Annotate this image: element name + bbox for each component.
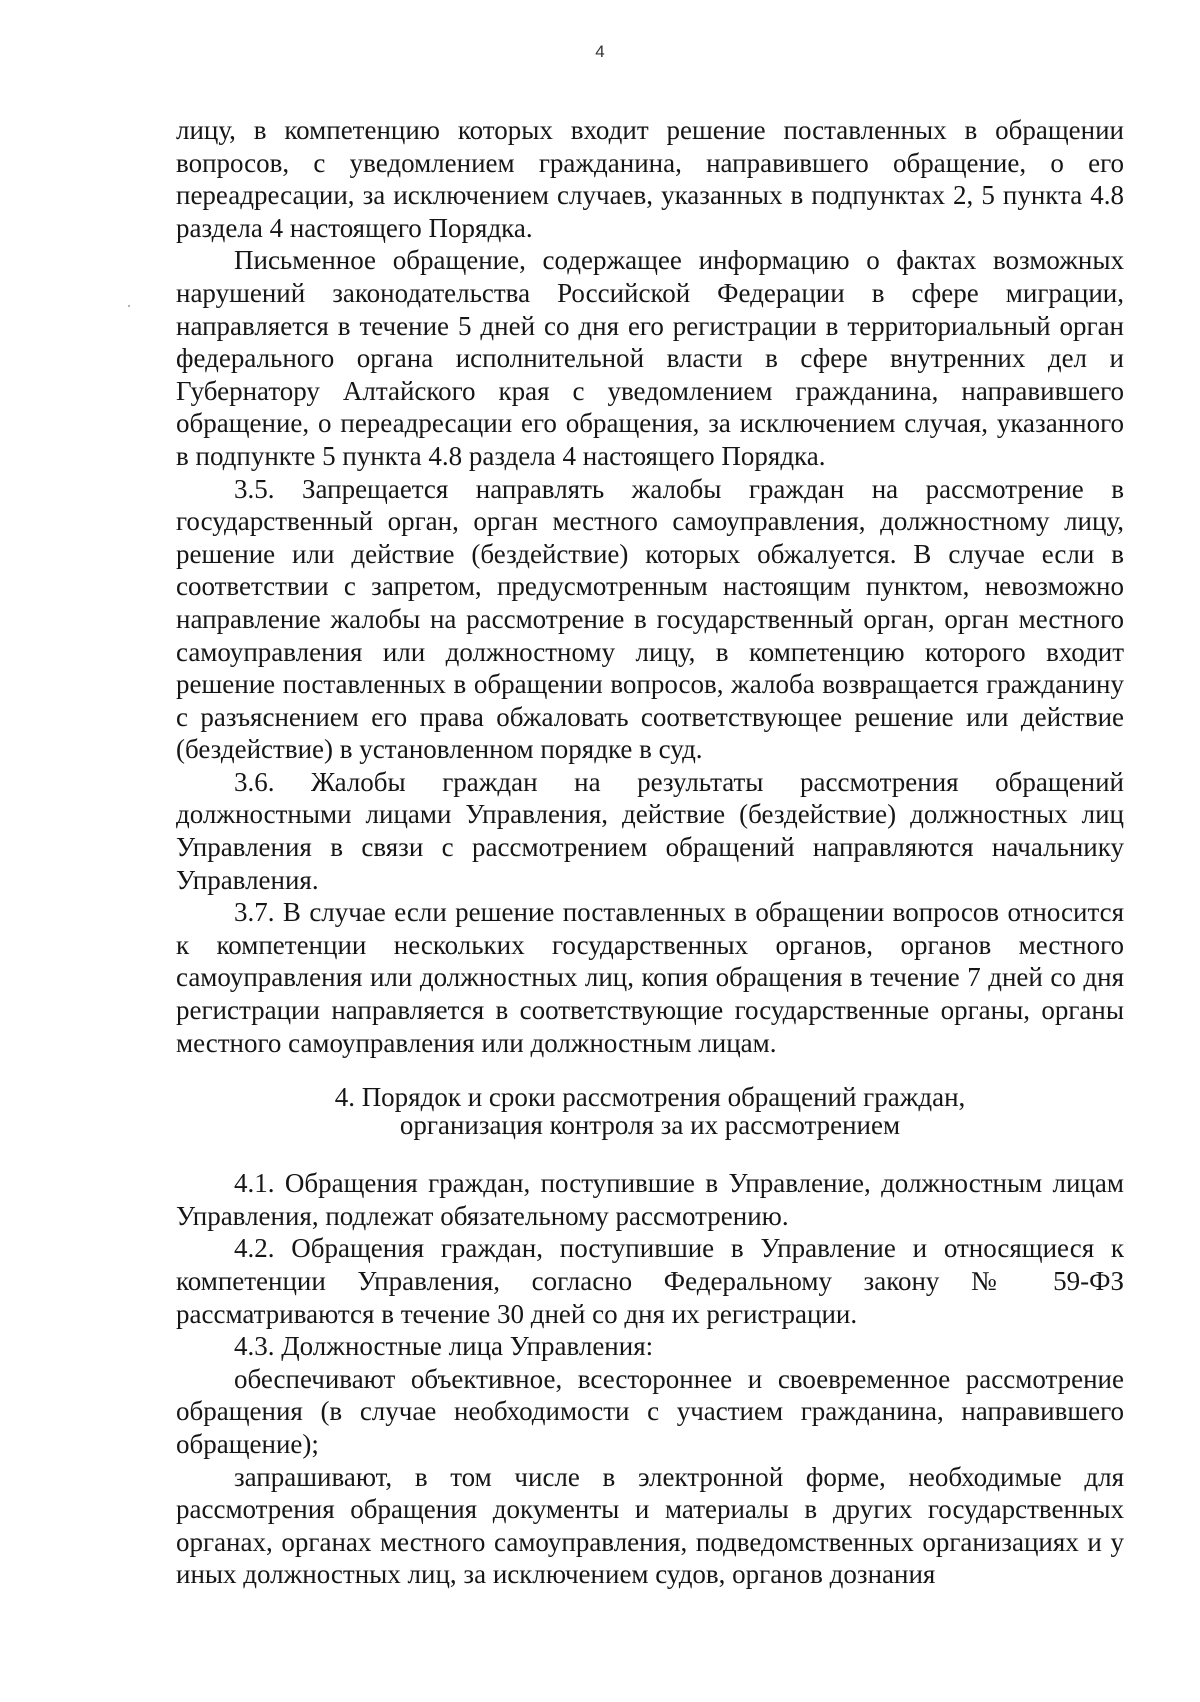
page-number: 4 [595, 42, 605, 61]
paragraph-4-3-item-1: обеспечивают объективное, всестороннее и своевременное рассмотрение обращения (в случае необходимости с участием гражданина, направившего обращение); [176, 1363, 1124, 1459]
paragraph-continuation: лицу, в компетенцию которых входит решение поставленных в обращении вопросов, с уведомлением гражданина, направившего обращение, о его переадресации, за исключением случаев, указанных в подпунктах 2, 5 пункта 4.8 раздела 4 настоящего Порядка. [176, 115, 1124, 243]
scan-speck [128, 305, 130, 307]
paragraph-migration-appeals: Письменное обращение, содержащее информацию о фактах возможных нарушений законодательства Российской Федерации в сфере миграции, направляется в течение 5 дней со дня его регистрации в территориальный орган федерального органа исполнительной власти в сфере внутренних дел и Губернатору Алтайского края с уведомлением гражданина, направившего обращение, о переадресации его обращения, за исключением случая, указанного в подпункте 5 пункта 4.8 раздела 4 настоящего Порядка. [176, 245, 1124, 471]
section-heading-line-1: 4. Порядок и сроки рассмотрения обращений граждан, [334, 1082, 966, 1113]
paragraph-4-2: 4.2. Обращения граждан, поступившие в Управление и относящиеся к компетенции Управления, согласно Федеральному закону № 59-ФЗ рассматриваются в течение 30 дней со дня их регистрации. [176, 1233, 1124, 1329]
paragraph-4-3: 4.3. Должностные лица Управления: [234, 1331, 654, 1362]
paragraph-4-3-item-2: запрашивают, в том числе в электронной форме, необходимые для рассмотрения обращения документы и материалы в других государственных органах, органах местного самоуправления, подведомственных организациях и у иных должностных лиц, за исключением судов, органов дознания [176, 1461, 1124, 1590]
paragraph-4-1: 4.1. Обращения граждан, поступившие в Управление, должностным лицам Управления, подлежат обязательному рассмотрению. [176, 1168, 1124, 1231]
section-heading [176, 1083, 1124, 1139]
paragraph-3-6: 3.6. Жалобы граждан на результаты рассмотрения обращений должностными лицами Управления, действие (бездействие) должностных лиц Управления в связи с рассмотрением обращений направляются начальнику Управления. [176, 766, 1124, 895]
document-body [176, 114, 1124, 1591]
section-heading-line-2: организация контроля за их рассмотрением [399, 1110, 901, 1141]
paragraph-3-5: 3.5. Запрещается направлять жалобы граждан на рассмотрение в государственный орган, орган местного самоуправления, должностному лицу, решение или действие (бездействие) которых обжалуется. В случае если в соответствии с запретом, предусмотренным настоящим пунктом, невозможно направление жалобы на рассмотрение в государственный орган, орган местного самоуправления или должностному лицу, в компетенцию которого входит решение поставленных в обращении вопросов, жалоба возвращается гражданину с разъяснением его права обжаловать соответствующее решение или действие (бездействие) в установленном порядке в суд. [176, 473, 1124, 765]
paragraph-3-7: 3.7. В случае если решение поставленных в обращении вопросов относится к компетенции нескольких государственных органов, органов местного самоуправления или должностных лиц, копия обращения в течение 7 дней со дня регистрации направляется в соответствующие государственные органы, органы местного самоуправления или должностным лицам. [176, 897, 1124, 1058]
